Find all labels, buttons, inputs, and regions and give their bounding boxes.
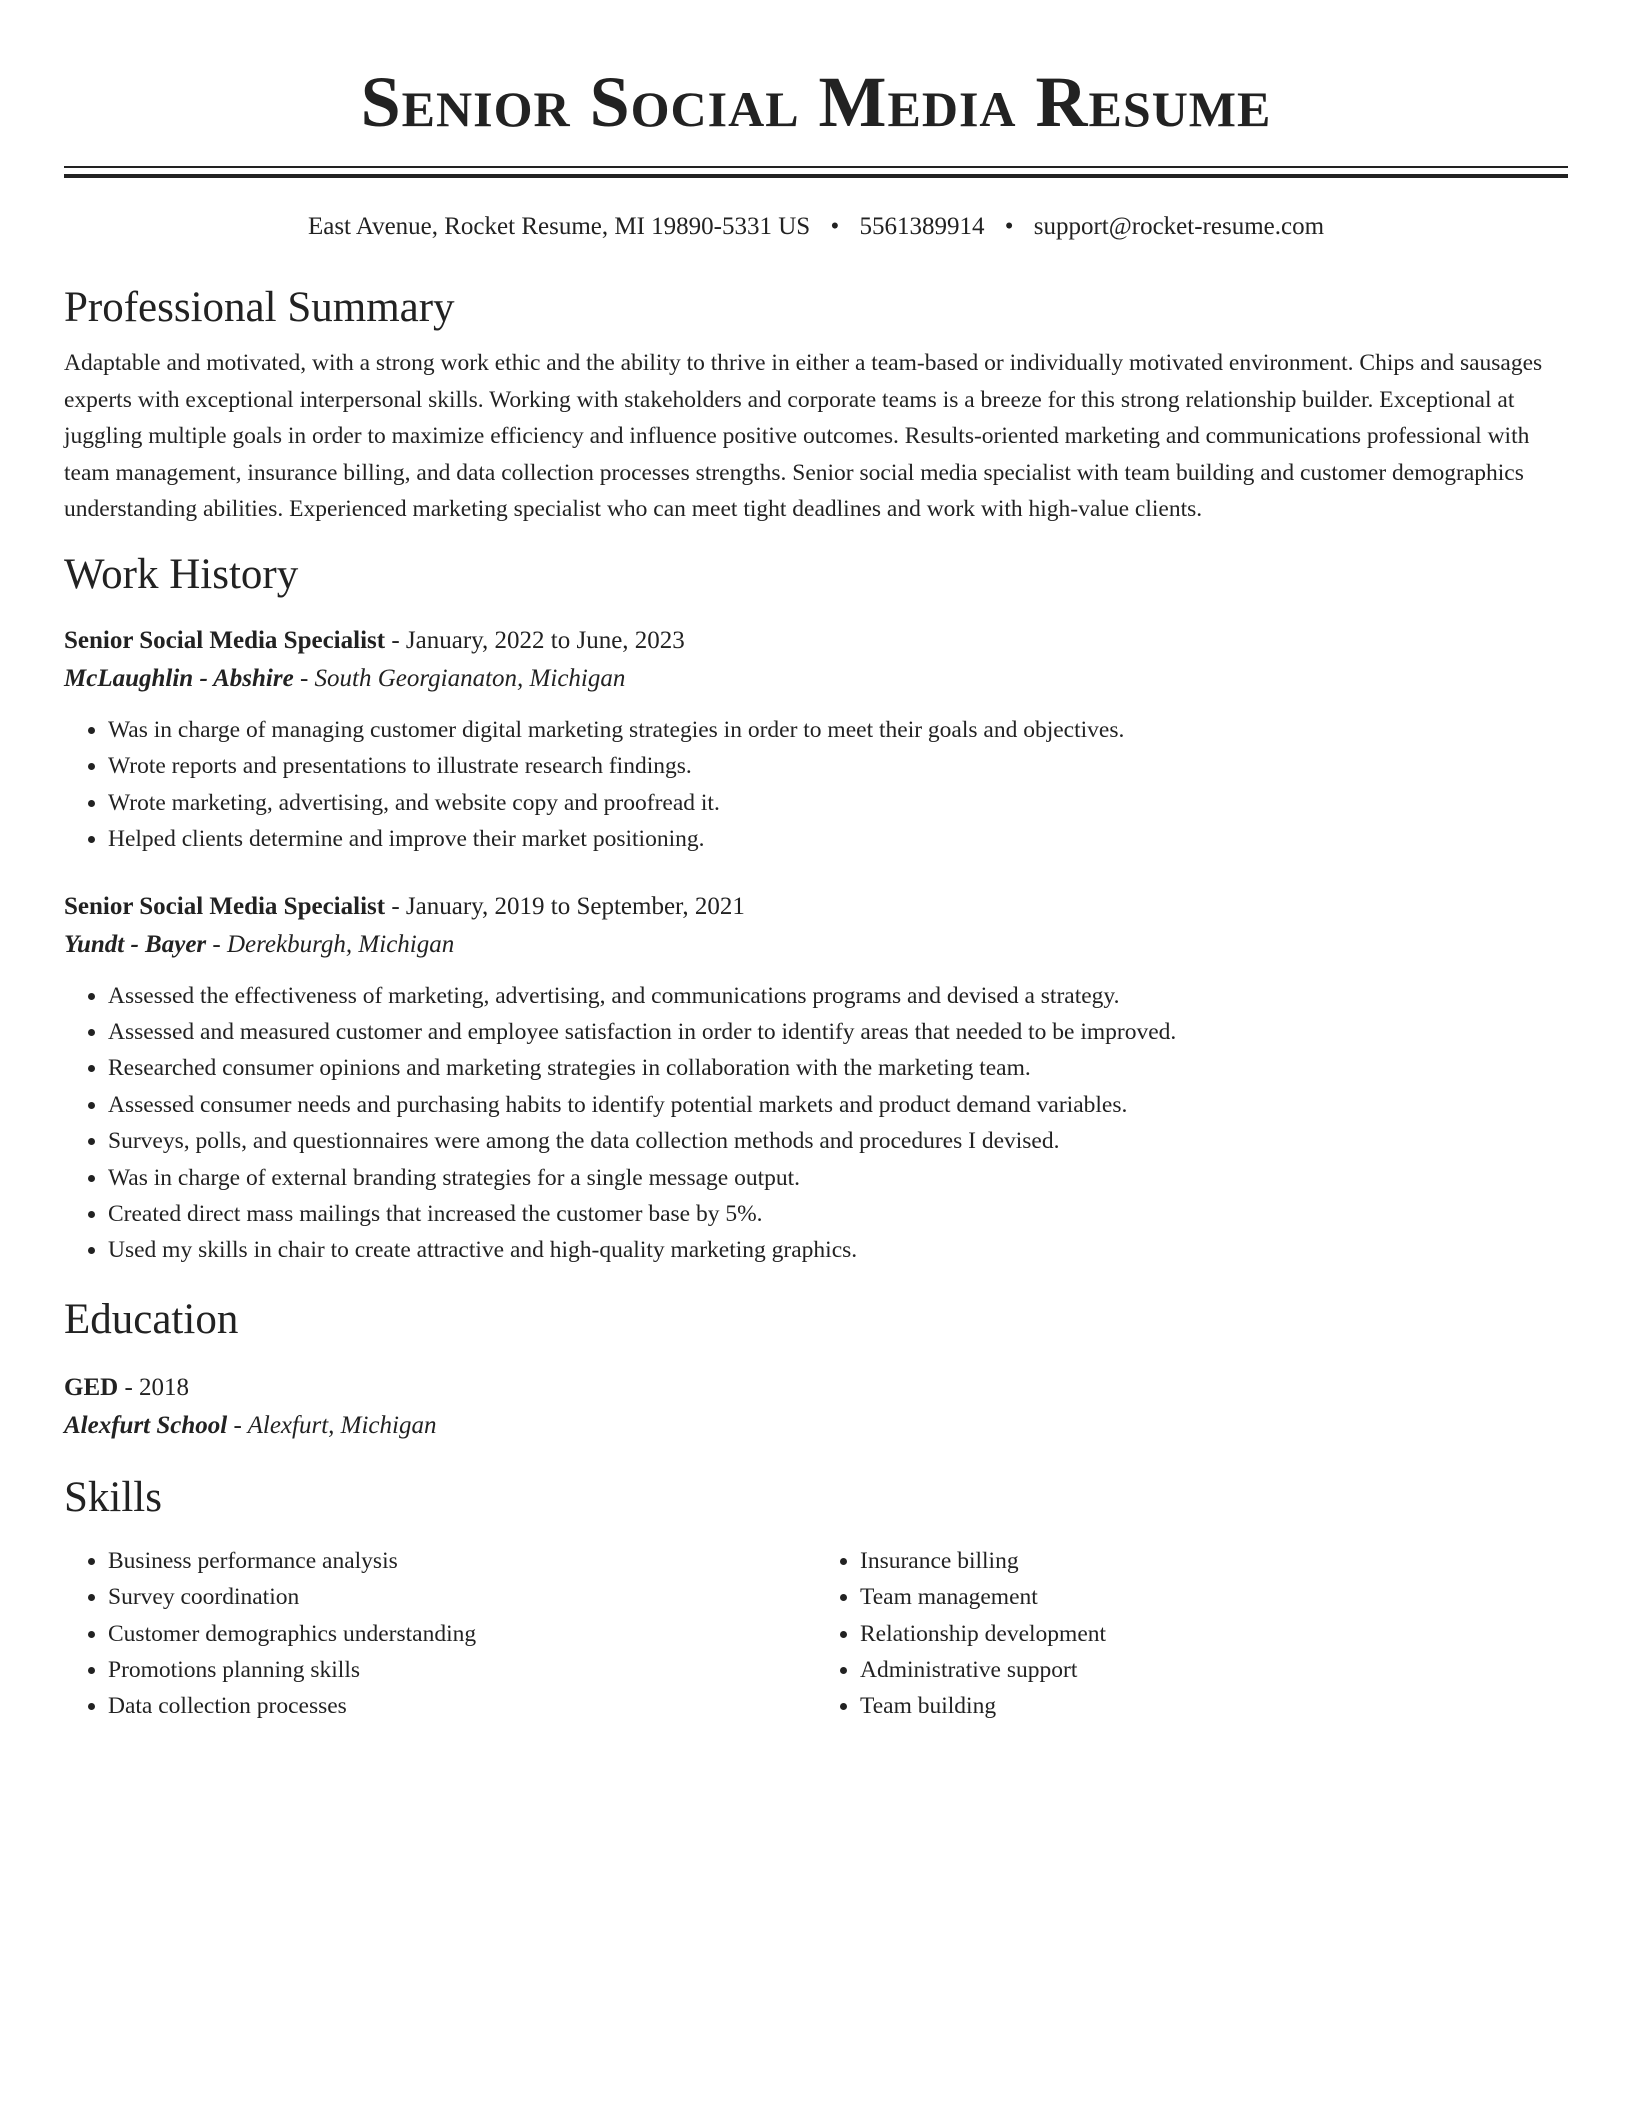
job-entry [64, 888, 1568, 1269]
job-entry [64, 622, 1568, 858]
skills-column-right [816, 1543, 1568, 1725]
education-school: Alexfurt School [64, 1411, 228, 1439]
job-company-line [64, 660, 1568, 698]
contact-separator: • [830, 213, 840, 240]
skill-item: • Administrative support [860, 1652, 1568, 1688]
list-item: • Assessed the effectiveness of marketing, advertising, and communications programs and devised a strategy. [108, 978, 1568, 1014]
skill-item: • Team management [860, 1579, 1568, 1615]
job-company: McLaughlin - Abshire [64, 664, 294, 692]
education-degree-line [64, 1369, 1568, 1407]
list-item: • Assessed consumer needs and purchasing habits to identify potential markets and product demand variables. [108, 1087, 1568, 1123]
education-degree: GED [64, 1373, 119, 1401]
list-item: • Helped clients determine and improve their market positioning. [108, 821, 1568, 857]
work-history-heading: Work History [64, 550, 299, 598]
title-rule-thin [64, 166, 1568, 168]
skill-item: • Relationship development [860, 1616, 1568, 1652]
contact-address: East Avenue, Rocket Resume, MI 19890-5331 US [307, 213, 811, 240]
skills-column-left [64, 1543, 816, 1725]
list-item: • Used my skills in chair to create attractive and high-quality marketing graphics. [108, 1232, 1568, 1268]
job-title: Senior Social Media Specialist [64, 892, 386, 920]
job-dates: - January, 2019 to September, 2021 [385, 892, 745, 920]
job-company-line [64, 926, 1568, 964]
job-dates: - January, 2022 to June, 2023 [385, 626, 685, 654]
skill-item: • Promotions planning skills [108, 1652, 816, 1688]
skills-grid [64, 1543, 1568, 1725]
contact-email: support@rocket-resume.com [1033, 213, 1325, 240]
resume-title: Senior Social Media Resume [360, 62, 1272, 142]
skill-item: • Customer demographics understanding [108, 1616, 816, 1652]
list-item: • Was in charge of managing customer digital marketing strategies in order to meet their goals and objectives. [108, 712, 1568, 748]
education-location: - Alexfurt, Michigan [227, 1411, 437, 1439]
skills-heading: Skills [64, 1473, 162, 1521]
job-location: - South Georgianaton, Michigan [293, 664, 626, 692]
education-heading: Education [64, 1295, 239, 1343]
contact-phone: 5561389914 [859, 213, 985, 240]
contact-separator: • [1004, 213, 1014, 240]
title-rule-thick [64, 174, 1568, 178]
list-item: • Wrote reports and presentations to illustrate research findings. [108, 748, 1568, 784]
list-item: • Was in charge of external branding strategies for a single message output. [108, 1160, 1568, 1196]
job-header [64, 888, 1568, 926]
job-location: - Derekburgh, Michigan [206, 930, 455, 958]
list-item: • Assessed and measured customer and employee satisfaction in order to identify areas that needed to be improved. [108, 1014, 1568, 1050]
summary-heading: Professional Summary [64, 284, 455, 331]
job-header [64, 622, 1568, 660]
skill-item: • Data collection processes [108, 1688, 816, 1724]
education-entry [64, 1369, 1568, 1445]
skill-item: • Team building [860, 1688, 1568, 1724]
list-item: • Surveys, polls, and questionnaires were among the data collection methods and procedures I devised. [108, 1123, 1568, 1159]
education-school-line [64, 1407, 1568, 1445]
contact-line [64, 211, 1568, 243]
list-item: • Wrote marketing, advertising, and website copy and proofread it. [108, 785, 1568, 821]
skill-item: • Insurance billing [860, 1543, 1568, 1579]
resume-page [64, 0, 1568, 1725]
skill-item: • Business performance analysis [108, 1543, 816, 1579]
summary-text: Adaptable and motivated, with a strong work ethic and the ability to thrive in either a team-based or individually motivated environment. Chips and sausages experts with exceptional interpersonal skills. Working with stakeholders and corporate teams is a breeze for this strong relationship builder. Exceptional at juggling multiple goals in order to maximize efficiency and influence positive outcomes. Results-oriented marketing and communications professional with team management, insurance billing, and data collection processes strengths. Senior social media specialist with team building and customer demographics understanding abilities. Experienced marketing specialist who can meet tight deadlines and work with high-value clients. [64, 350, 1543, 523]
job-bullets [64, 712, 1568, 858]
job-bullets [64, 978, 1568, 1269]
list-item: • Created direct mass mailings that increased the customer base by 5%. [108, 1196, 1568, 1232]
skill-item: • Survey coordination [108, 1579, 816, 1615]
list-item: • Researched consumer opinions and marketing strategies in collaboration with the marketing team. [108, 1050, 1568, 1086]
job-company: Yundt - Bayer [64, 930, 207, 958]
education-year: - 2018 [118, 1373, 190, 1401]
job-title: Senior Social Media Specialist [64, 626, 386, 654]
